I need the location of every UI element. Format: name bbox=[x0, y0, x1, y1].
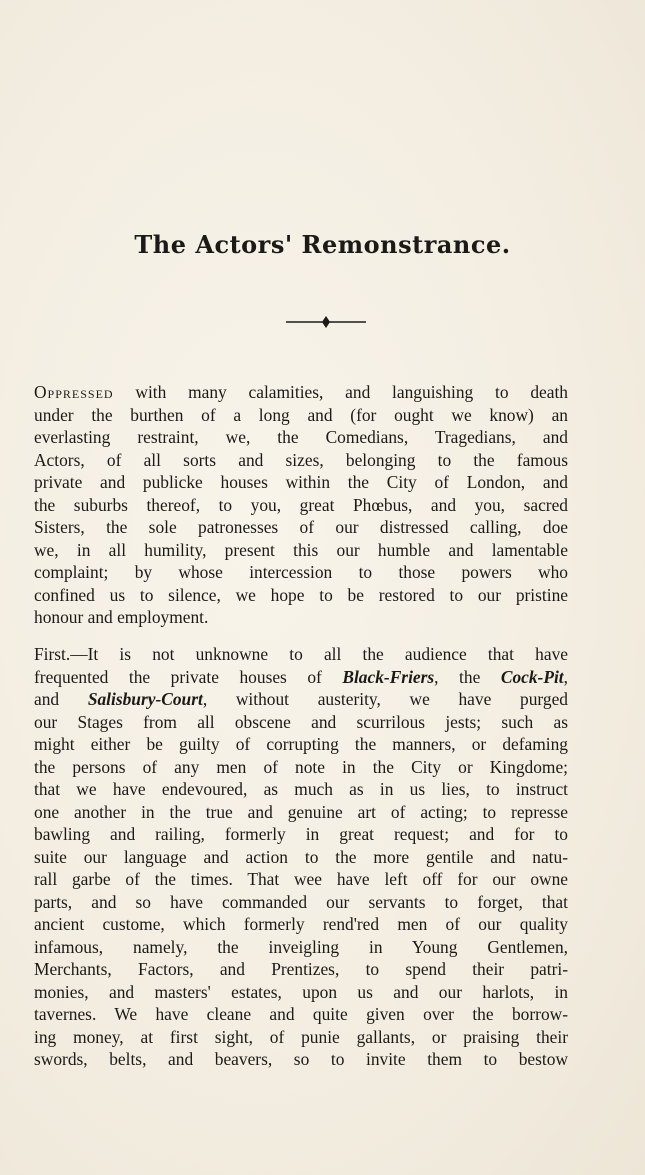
paragraph-oppressed bbox=[34, 381, 568, 629]
text-line: Merchants, Factors, and Prentizes, to spend their patri- bbox=[34, 959, 568, 979]
text-line: one another in the true and genuine art of acting; to represse bbox=[34, 801, 568, 822]
text-line: confined us to silence, we hope to be restored to our pristine bbox=[34, 584, 568, 605]
text-line: rall garbe of the times. That wee have left off for our owne bbox=[34, 869, 568, 889]
place-name: Salisbury-Court bbox=[87, 689, 203, 709]
text-line: under the burthen of a long and (for ought we know) an bbox=[34, 404, 568, 425]
text-line: our Stages from all obscene and scurrilous jests; such as bbox=[34, 711, 568, 732]
text-line: swords, belts, and beavers, so to invite them to bestow bbox=[34, 1049, 568, 1069]
text-line: Sisters, the sole patronesses of our distressed calling, doe bbox=[34, 517, 568, 537]
text-line: everlasting restraint, we, the Comedians, Tragedians, and bbox=[34, 427, 568, 447]
text-line: ing money, at first sight, of punie gallants, or praising their bbox=[34, 1026, 568, 1047]
text-line: monies, and masters' estates, upon us and our harlots, in bbox=[34, 981, 568, 1002]
place-name: Cock-Pit bbox=[500, 666, 564, 687]
text-line: honour and employment. bbox=[34, 607, 209, 627]
text-line: complaint; by whose intercession to those powers who bbox=[34, 562, 568, 582]
text-line: we, in all humility, present this our humble and lamentable bbox=[34, 539, 568, 560]
drop-word: Oppressed bbox=[34, 382, 114, 402]
text-line: Oppressed with many calamities, and languishing to death bbox=[34, 382, 568, 402]
text-line: might either be guilty of corrupting the manners, or defaming bbox=[34, 734, 568, 754]
text-line: the suburbs thereof, to you, great Phœbus, and you, sacred bbox=[34, 494, 568, 515]
divider-ornament bbox=[286, 315, 366, 329]
text-line: ancient custome, which formerly rend'red men of our quality bbox=[34, 914, 568, 934]
text-line: that we have endevoured, as much as in us lies, to instruct bbox=[34, 779, 568, 799]
text-line: parts, and so have commanded our servants to forget, that bbox=[34, 891, 568, 912]
text-line: First.—It is not unknowne to all the audience that have bbox=[34, 644, 568, 664]
text-line: frequented the private houses of Black-Friers, the Cock-Pit, bbox=[34, 666, 568, 687]
text-line: tavernes. We have cleane and quite given over the borrow- bbox=[34, 1004, 568, 1024]
text-line: infamous, namely, the inveigling in Young Gentlemen, bbox=[34, 936, 568, 957]
place-name: Black-Friers bbox=[342, 666, 435, 687]
text-line: the persons of any men of note in the City or Kingdome; bbox=[34, 756, 568, 777]
text-line: suite our language and action to the more gentile and natu- bbox=[34, 846, 568, 867]
text-line: and Salisbury-Court, without austerity, we have purged bbox=[34, 689, 568, 709]
chapter-title: The Actors' Remonstrance. bbox=[134, 230, 511, 259]
text-line: Actors, of all sorts and sizes, belonging to the famous bbox=[34, 449, 568, 470]
text-line: private and publicke houses within the City of London, and bbox=[34, 472, 568, 492]
paragraph-first bbox=[34, 643, 568, 1071]
text-line: bawling and railing, formerly in great request; and for to bbox=[34, 824, 568, 844]
